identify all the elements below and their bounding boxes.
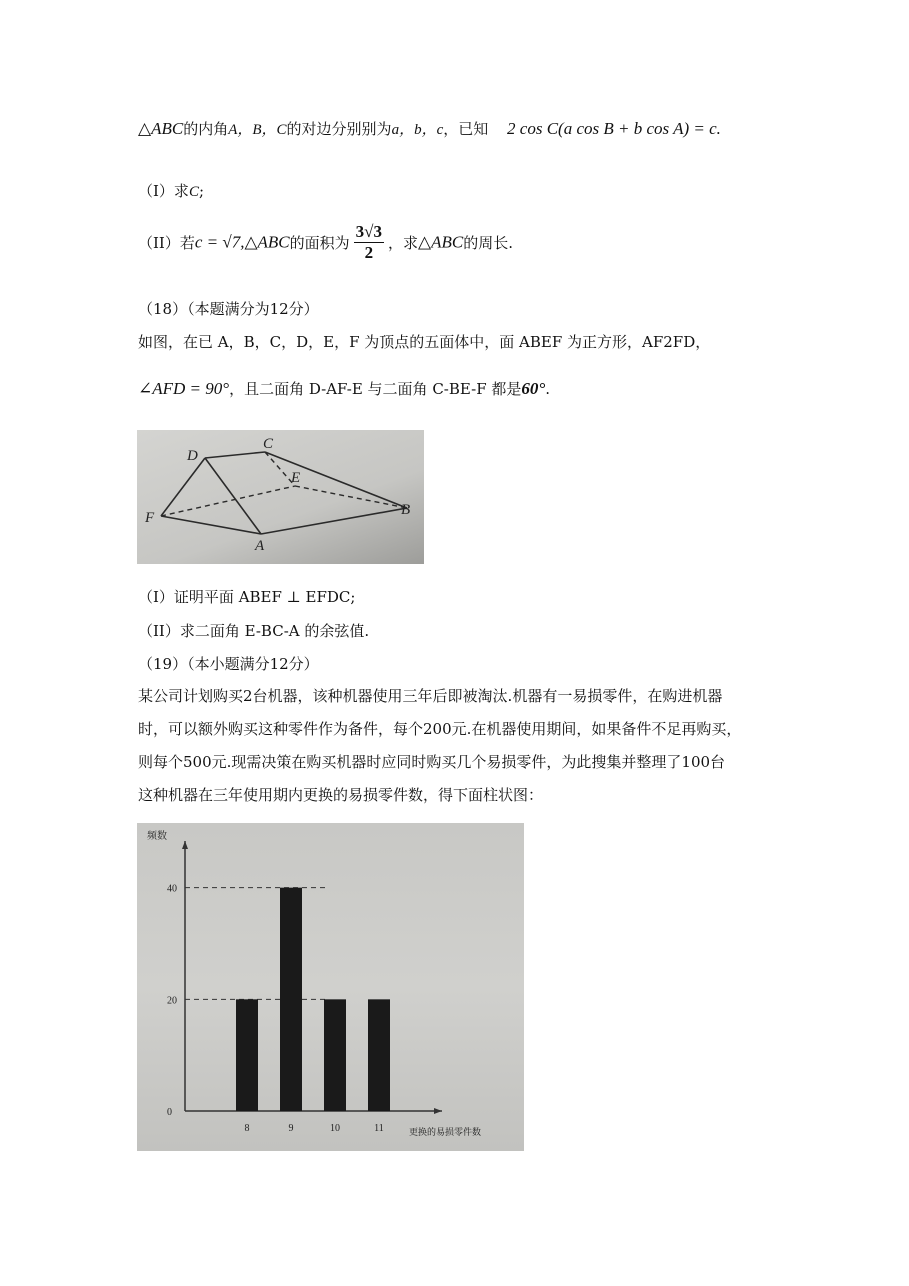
bar-chart-figure [137, 823, 524, 1151]
q17-part2-ask: ，求 [388, 234, 419, 252]
q17-area-denominator: 2 [364, 243, 374, 262]
q17-part1 [138, 180, 204, 201]
q17-part2-area: 的面积为 [289, 234, 350, 252]
label-e: E [291, 470, 301, 486]
q17-formula: 2 cos C(a cos B + b cos A) = c. [507, 119, 721, 138]
y-axis-label: 频数 [147, 831, 167, 842]
y-tick-label: 40 [167, 883, 177, 895]
q18-angle: ∠AFD = 90° [138, 379, 230, 398]
q17-part2-label: （II）若 [138, 234, 195, 252]
q19-line: 时，可以额外购买这种零件作为备件，每个200元.在机器使用期间，如果备件不足再购买， [138, 720, 742, 738]
edge-cb [265, 452, 407, 508]
bar-8 [236, 999, 258, 1111]
q17-part2 [138, 222, 513, 263]
label-c: C [263, 436, 274, 452]
q17-part1-end: ; [198, 182, 205, 200]
x-tick-label: 8 [244, 1123, 250, 1134]
q18-degree: 60° [521, 379, 546, 398]
x-axis-label: 更换的易损零件数 [409, 1127, 482, 1137]
y-tick-label: 0 [167, 1107, 172, 1118]
bar-9 [280, 888, 302, 1111]
label-b: B [401, 502, 411, 518]
bar-10 [324, 999, 346, 1111]
q19-header: （19）（本小题满分12分） [138, 655, 319, 673]
x-axis-arrow [434, 1108, 442, 1114]
edge-fa [161, 516, 261, 534]
edge-dc [205, 452, 265, 458]
edge-eb-hidden [295, 486, 407, 508]
q19-line: 这种机器在三年使用期内更换的易损零件数，得下面柱状图： [138, 786, 544, 804]
q17-stem-text: 的对边分别别为 [286, 120, 392, 138]
q18-line2-end: . [545, 380, 550, 398]
q17-part1-label: （I）求 [138, 182, 189, 200]
q18-part2: （II）求二面角 E-BC-A 的余弦值. [138, 622, 370, 640]
q18-line2-text: ，且二面角 D-AF-E 与二面角 C-BE-F 都是 [229, 380, 522, 398]
q17-known: ，已知 [443, 120, 489, 138]
label-f: F [145, 510, 155, 526]
polyhedron-diagram [137, 430, 424, 564]
q18-header: （18）（本题满分为12分） [138, 300, 319, 318]
q17-sides: a，b，c [391, 122, 444, 138]
bar-11 [368, 999, 390, 1111]
q18-line2 [138, 378, 550, 399]
q18-line1: 如图，在已 A，B，C，D，E，F 为顶点的五面体中，面 ABEF 为正方形，AF2FD， [138, 333, 711, 351]
q17-stem-mid: 的内角 [183, 120, 229, 138]
bar-chart [137, 823, 524, 1151]
x-tick-label: 9 [288, 1123, 294, 1134]
x-tick-label: 10 [330, 1123, 340, 1134]
q17-area-numerator: 3√3 [355, 222, 382, 241]
q18-part1: （I）证明平面 ABEF ⊥ EFDC; [138, 588, 356, 606]
q17-part2-cond: c = √7,△ABC [194, 232, 290, 252]
q17-part2-end: 的周长. [463, 234, 513, 252]
label-a: A [255, 538, 265, 554]
q17-vars: A，B，C [228, 122, 287, 138]
q17-area-fraction [354, 222, 384, 263]
q17-triangle: △ABC [138, 119, 184, 138]
y-axis-arrow [182, 841, 188, 849]
q17-stem [138, 118, 721, 139]
edge-ab [261, 508, 407, 534]
q17-part1-var: C [188, 184, 199, 200]
y-tick-label: 20 [167, 995, 177, 1007]
q19-line: 某公司计划购买2台机器，该种机器使用三年后即被淘汰.机器有一易损零件，在购进机器 [138, 687, 723, 705]
label-d: D [187, 448, 198, 464]
q19-line: 则每个500元.现需决策在购买机器时应同时购买几个易损零件，为此搜集并整理了100台 [138, 753, 726, 771]
q17-part2-triangle: △ABC [418, 232, 464, 252]
q19-body [138, 680, 788, 812]
x-tick-label: 11 [374, 1123, 384, 1134]
polyhedron-figure [137, 430, 424, 564]
